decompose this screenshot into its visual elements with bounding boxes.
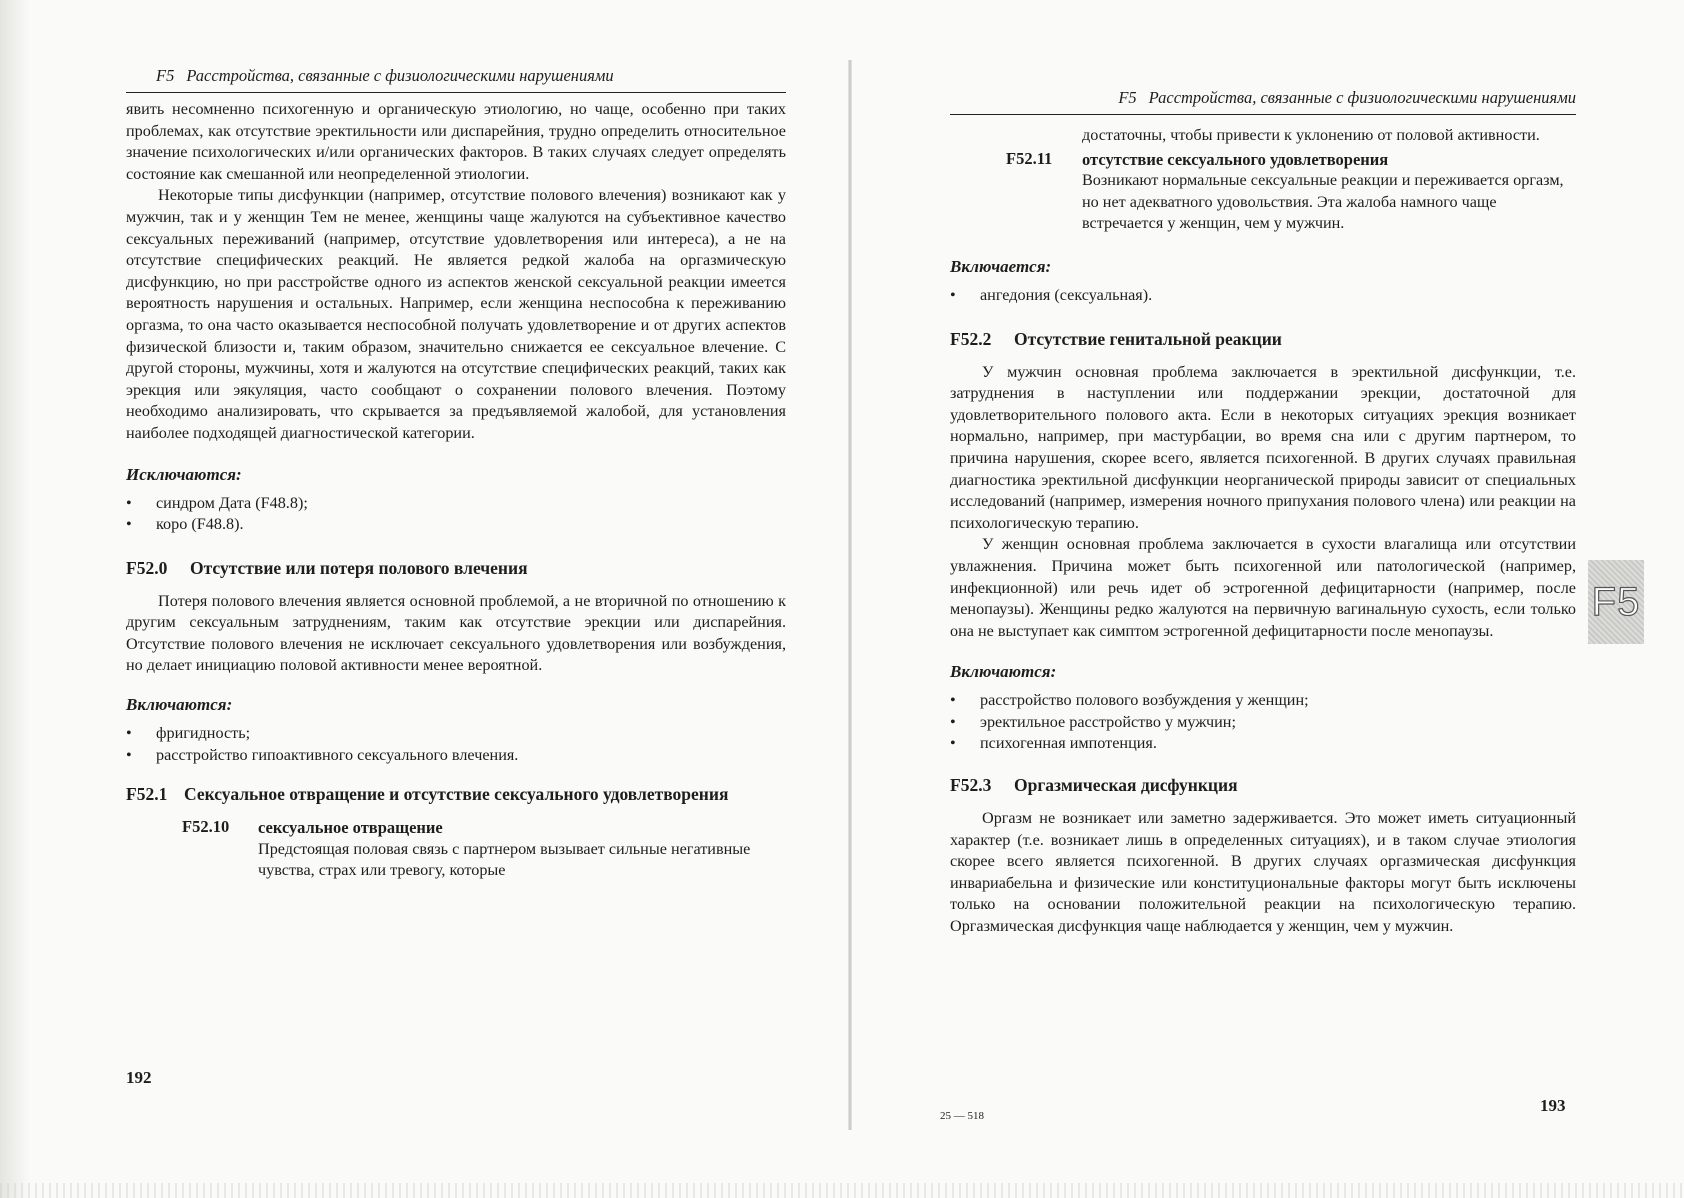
section-title: Отсутствие или потеря полового влечения — [190, 557, 528, 578]
list-item: • коро (F48.8). — [126, 514, 786, 536]
left-paragraph-1: явить несомненно психогенную и органическую этиологию, но чаще, особенно при таких проблемах, как отсутствие эректильности или диспарейния, трудно определить относительное значение психологических и/или органических факторов. В таких случаях следует определять состояние как смешанной или неопределенной этиологии. — [126, 100, 786, 183]
section-code: F52.1 — [126, 784, 168, 805]
f520-text: Потеря полового влечения является основной проблемой, а не вторичной по отношению к другим сексуальным затруднениям, таким как отсутствие эрекции или диспарейния. Отсутствие полового влечения не исключает сексуального удовлетворения или возбуждения, но делает инициацию половой активности менее вероятной. — [126, 591, 786, 675]
subsection-title: отсутствие сексуального удовлетворения — [1082, 149, 1389, 169]
list-item: • расстройство гипоактивного сексуального влечения. — [126, 745, 786, 767]
list-item: • психогенная импотенция. — [950, 733, 1576, 755]
section-code: F52.3 — [950, 775, 992, 796]
includes-label-1: Включается: — [950, 256, 1052, 276]
section-code: F52.0 — [126, 557, 168, 578]
running-head-code: F5 — [156, 66, 175, 85]
section-code: F52.2 — [950, 328, 992, 349]
book-gutter — [848, 60, 852, 1130]
f5210-subsection — [182, 817, 786, 882]
subsection-title: сексуальное отвращение — [258, 818, 443, 838]
includes-list-2 — [950, 690, 1576, 755]
list-item: • ангедония (сексуальная). — [950, 285, 1576, 307]
left-page-number: 192 — [126, 1068, 152, 1087]
includes-list-1 — [950, 285, 1576, 307]
list-item: • синдром Дата (F48.8); — [126, 493, 786, 515]
right-page — [950, 88, 1576, 938]
section-title: Отсутствие генитальной реакции — [1014, 328, 1282, 349]
left-page — [126, 66, 786, 882]
scan-bottom-noise — [0, 1183, 1684, 1198]
subsection-code: F52.10 — [182, 817, 230, 837]
f522-text-1: У мужчин основная проблема заключается в эректильной дисфункции, т.е. затруднения в наступлении или поддержании эрекции, достаточной для удовлетворительного полового акта. Если в некоторых ситуациях эрекция возникает нормально, например, при мастурбации, во время сна или с другим партнером, то причина нарушения, скорее всего, является психогенной. В других случаях правильная диагностика эректильной дисфункции неорганической природы зависит от специальных исследований (например, измерения ночного припухания полового члена) или реакции на психологическую терапию. — [950, 362, 1576, 532]
continuation — [950, 125, 1576, 147]
includes-label-2: Включаются: — [950, 662, 1057, 682]
list-item: • фригидность; — [126, 723, 786, 745]
f523-text: Оргазм не возникает или заметно задерживается. Это может иметь ситуационный характер (т.е. возникает лишь в определенных ситуациях), и в таком случае этиология скорее всего является психогенной. В других случаях оргазмическая дисфункция инвариабельна и физические или конституциональные факторы могут быть исключены только на основании положительной реакции на психологическую терапию. Оргазмическая дисфункция чаще наблюдается у женщин, чем у мужчин. — [950, 809, 1576, 936]
f520-heading — [126, 558, 786, 579]
running-head-code: F5 — [1118, 88, 1137, 107]
includes-list — [126, 723, 786, 766]
continuation-text: достаточны, чтобы привести к уклонению от половой активности. — [1082, 126, 1540, 144]
running-head-title: Расстройства, связанные с физиологическими нарушениями — [1148, 88, 1576, 107]
right-page-number: 193 — [1540, 1096, 1566, 1115]
f523-heading — [950, 775, 1576, 796]
left-running-head — [126, 66, 786, 93]
excludes-label: Исключаются: — [126, 464, 242, 484]
left-paragraph-2: Некоторые типы дисфункции (например, отсутствие полового влечения) возникают как у мужчин, так и у женщин Тем не менее, женщины чаще жалуются на субъективное качество сексуальных переживаний (например, отсутствие удовлетворения или интереса), а не на отсутствие специфических реакций. Не является редкой жалоба на оргазмическую дисфункцию, но при расстройстве одного из аспектов женской сексуальной реакции имеется вероятность нарушения и остальных. Например, если женщина неспособна к переживанию оргазма, то она часто оказывается неспособной получать удовлетворение и от других аспектов физической близости и, таким образом, значительно снижается ее сексуальное влечение. С другой стороны, мужчины, хотя и жалуются на отсутствие специфических реакций, таких как эрекция или эякуляция, часто сообщают о сохранении полового влечения. Поэтому необходимо анализировать, что скрывается за предъявляемой жалобой, для установления наиболее подходящей диагностической категории. — [126, 186, 786, 442]
f522-text-2: У женщин основная проблема заключается в сухости влагалища или отсутствии увлажнения. Причина может быть психогенной или патологической (например, инфекционной) или речь идет об эстрогенной дефицитарности (например, после менопаузы). Женщины редко жалуются на первичную вагинальную сухость, если только она не выступает как симптом эстрогенной дефицитарности после менопаузы. — [950, 535, 1576, 640]
scan-edge-shadow — [0, 0, 30, 1198]
chapter-thumb-tab — [1588, 560, 1644, 644]
f5211-subsection — [1006, 149, 1576, 235]
chapter-tab-label: F5 — [1591, 579, 1641, 624]
right-running-head — [950, 88, 1576, 115]
f521-heading — [126, 784, 786, 805]
printer-signature: 25 — 518 — [940, 1110, 984, 1122]
list-item: • эректильное расстройство у мужчин; — [950, 712, 1576, 734]
subsection-code: F52.11 — [1006, 148, 1053, 168]
f522-heading — [950, 329, 1576, 350]
subsection-text: Возникают нормальные сексуальные реакции и переживается оргазм, но нет адекватного удовольствия. Эта жалоба намного чаще встречается у женщин, чем у мужчин. — [1082, 171, 1564, 233]
running-head-title: Расстройства, связанные с физиологическими нарушениями — [186, 66, 614, 85]
excludes-list — [126, 493, 786, 536]
includes-label: Включаются: — [126, 695, 233, 715]
section-title: Оргазмическая дисфункция — [1014, 775, 1238, 796]
section-title: Сексуальное отвращение и отсутствие сексуального удовлетворения — [184, 784, 729, 805]
list-item: • расстройство полового возбуждения у женщин; — [950, 690, 1576, 712]
subsection-text: Предстоящая половая связь с партнером вызывает сильные негативные чувства, страх или тревогу, которые — [258, 839, 751, 880]
